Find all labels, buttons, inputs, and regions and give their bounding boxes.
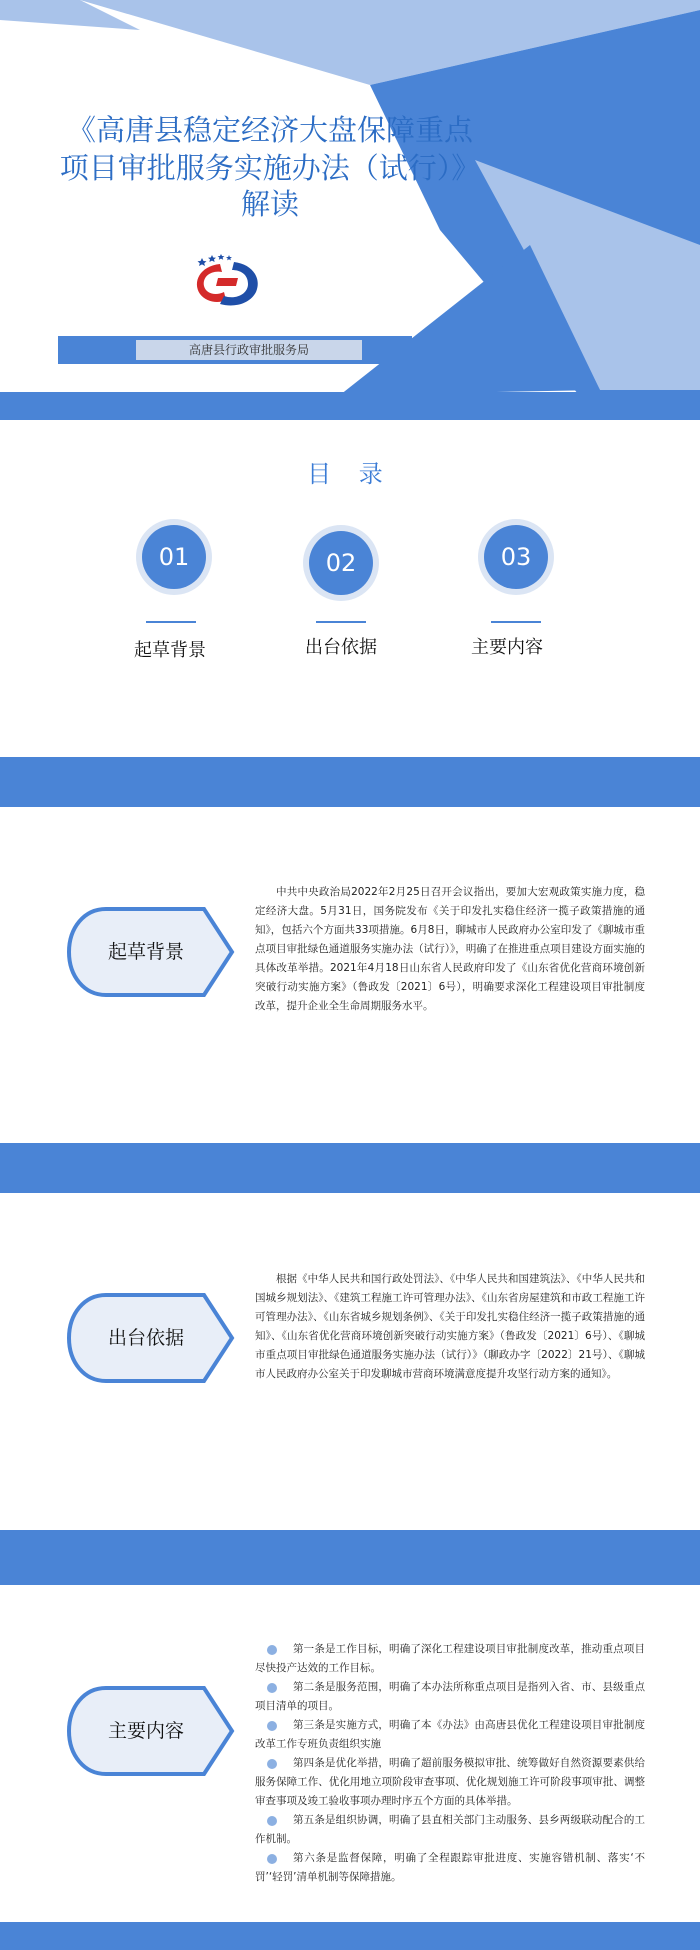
toc-divider [316,621,366,623]
bullet-dot-icon [267,1645,277,1655]
list-item-text: 第三条是实施方式，明确了本《办法》由高唐县优化工程建设项目审批制度改革工作专班负责组织实施 [255,1719,645,1750]
section-divider-band [0,757,700,807]
cover-bottom-band [0,392,700,420]
list-item-text: 第二条是服务范围，明确了本办法所称重点项目是指列入省、市、县级重点项目清单的项目。 [255,1681,645,1712]
toc-title: 目 录 [307,460,393,488]
list-item [255,1716,645,1754]
organization-bar [58,336,412,364]
list-item [255,1754,645,1811]
basis-heading: 出台依据 [107,1327,184,1349]
toc-number: 03 [484,525,548,589]
list-item-text: 第五条是组织协调，明确了县直相关部门主动服务、县乡两级联动配合的工作机制。 [255,1814,645,1845]
toc-item-02-circle [303,525,379,601]
organization-label: 高唐县行政审批服务局 [136,340,362,360]
section-divider-band [0,1530,700,1585]
content-heading: 主要内容 [107,1720,184,1742]
footer-band [0,1922,700,1950]
toc-item-label: 出台依据 [305,637,377,658]
toc-item-label: 主要内容 [471,637,543,658]
bullet-dot-icon [267,1721,277,1731]
list-item-text: 第六条是监督保障，明确了全程跟踪审批进度、实施容错机制、落实‘不罚’‘轻罚’清单机制等保障措施。 [255,1852,645,1883]
basis-paragraph: 根据《中华人民共和国行政处罚法》、《中华人民共和国建筑法》、《中华人民共和国城乡规划法》、《建筑工程施工许可管理办法》、《山东省房屋建筑和市政工程施工许可管理办法》、《山东省城乡规划条例》、《关于印发扎实稳住经济一揽子政策措施的通知》、《山东省优化营商环境创新突破行动实施方案》（鲁政发〔2021〕6号）、《聊城市重点项目审批绿色通道服务实施办法（试行）》（聊政办字〔2022〕21号）、《聊城市人民政府办公室关于印发聊城市营商环境满意度提升攻坚行动方案的通知》。 [255,1273,645,1380]
toc-divider [146,621,196,623]
toc-divider [491,621,541,623]
list-item [255,1811,645,1849]
section-divider-band [0,1143,700,1193]
list-item-text: 第四条是优化举措，明确了超前服务模拟审批、统筹做好自然资源要素供给服务保障工作、优化用地立项阶段审查事项、优化规划施工许可阶段事项审批、调整审查事项及竣工验收事项办理时序五个方面的具体举措。 [255,1757,645,1807]
toc-item-01-circle [136,519,212,595]
content-list [255,1640,645,1887]
list-item-text: 第一条是工作目标，明确了深化工程建设项目审批制度改革，推动重点项目尽快投产达效的工作目标。 [255,1643,645,1674]
background-heading: 起草背景 [107,941,184,963]
list-item [255,1640,645,1678]
cover-title-line-1: 《高唐县稳定经济大盘保障重点 [66,113,473,147]
bullet-dot-icon [267,1816,277,1826]
hd-emblem-logo [190,252,266,310]
list-item [255,1678,645,1716]
bullet-dot-icon [267,1759,277,1769]
bullet-dot-icon [267,1683,277,1693]
toc-item-label: 起草背景 [134,640,206,661]
list-item [255,1849,645,1887]
content-heading-badge [66,1685,236,1777]
basis-heading-badge [66,1292,236,1384]
background-paragraph: 中共中央政治局2022年2月25日召开会议指出，要加大宏观政策实施力度，稳定经济大盘。5月31日，国务院发布《关于印发扎实稳住经济一揽子政策措施的通知》，包括六个方面共33项措施。6月8日，聊城市人民政府办公室印发了《聊城市重点项目审批绿色通道服务实施办法（试行）》，明确了在推进重点项目建设方面实施的具体改革举措。2021年4月18日山东省人民政府印发了《山东省优化营商环境创新突破行动实施方案》（鲁政发〔2021〕6号），明确要求深化工程建设项目审批制度改革，提升企业全生命周期服务水平。 [255,886,645,1012]
background-heading-badge [66,906,236,998]
toc-number: 01 [142,525,206,589]
cover-title-line-3: 解读 [240,187,299,221]
bullet-dot-icon [267,1854,277,1864]
toc-item-03-circle [478,519,554,595]
cover-title-line-2: 项目审批服务实施办法（试行）》 [59,151,481,185]
toc-number: 02 [309,531,373,595]
